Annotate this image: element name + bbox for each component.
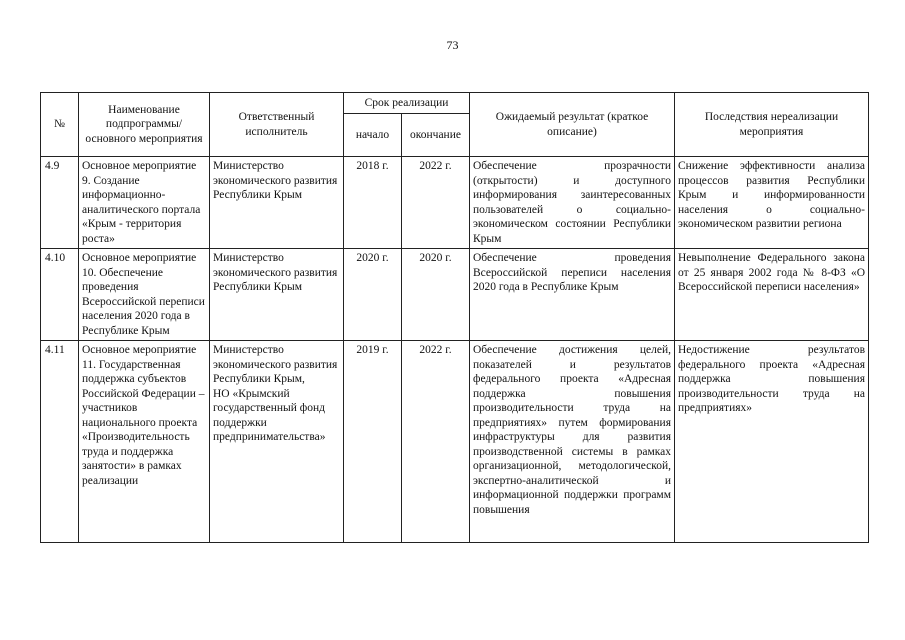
header-consequences: Последствия нереализации мероприятия <box>675 93 869 157</box>
row-executor-secondary: НО «Крымский государственный фонд поддержки предпринимательства» <box>213 387 326 443</box>
row-result: Обеспечение прозрачности (открытости) и доступного информирования заинтересованных пользователей о социально-экономическом состоянии Республики Крым <box>470 157 675 249</box>
row-num: 4.11 <box>41 341 79 543</box>
row-consequences: Невыполнение Федерального закона от 25 января 2002 года № 8-ФЗ «О Всероссийской переписи населения» <box>675 249 869 341</box>
row-start: 2019 г. <box>344 341 402 543</box>
row-start: 2020 г. <box>344 249 402 341</box>
row-executor: Министерство экономического развития Республики Крым <box>210 249 344 341</box>
row-num: 4.9 <box>41 157 79 249</box>
table-row <box>41 249 869 341</box>
row-executor: Министерство экономического развития Республики Крым <box>210 157 344 249</box>
row-end: 2020 г. <box>402 249 470 341</box>
header-num: № <box>41 93 79 157</box>
row-consequences: Снижение эффективности анализа процессов развития Республики Крым и информированности населения о социально-экономическом развитии региона <box>675 157 869 249</box>
header-name: Наименование подпрограммы/ основного мероприятия <box>79 93 210 157</box>
measures-table <box>40 92 869 543</box>
row-executor <box>210 341 344 543</box>
row-name: Основное мероприятие 10. Обеспечение проведения Всероссийской переписи населения 2020 года в Республике Крым <box>79 249 210 341</box>
row-executor-primary: Министерство экономического развития Республики Крым, <box>213 344 338 385</box>
page-number: 73 <box>446 38 459 52</box>
row-name: Основное мероприятие 9. Создание информационно-аналитического портала «Крым - территория роста» <box>79 157 210 249</box>
row-name: Основное мероприятие 11. Государственная поддержка субъектов Российской Федерации – участников национального проекта «Производительность труда и поддержка занятости» в рамках реализации <box>79 341 210 543</box>
row-consequences: Недостижение результатов федерального проекта «Адресная поддержка повышения производительности труда на предприятиях» <box>675 341 869 543</box>
table-row <box>41 157 869 249</box>
row-num: 4.10 <box>41 249 79 341</box>
header-period: Срок реализации <box>344 93 470 114</box>
row-result: Обеспечение достижения целей, показателей и результатов федерального проекта «Адресная поддержка повышения производительности труда на предприятиях» путем формирования инфраструктуры для развития производственной системы в рамках организационной, методологической, экспертно-аналитической и информационной поддержки программ повышения <box>470 341 675 543</box>
row-end: 2022 г. <box>402 157 470 249</box>
header-row <box>41 93 869 114</box>
row-start: 2018 г. <box>344 157 402 249</box>
row-result: Обеспечение проведения Всероссийской переписи населения 2020 года в Республике Крым <box>470 249 675 341</box>
row-end: 2022 г. <box>402 341 470 543</box>
header-start: начало <box>344 114 402 157</box>
header-result: Ожидаемый результат (краткое описание) <box>470 93 675 157</box>
table-row <box>41 341 869 543</box>
header-end: окончание <box>402 114 470 157</box>
header-executor: Ответственный исполнитель <box>210 93 344 157</box>
